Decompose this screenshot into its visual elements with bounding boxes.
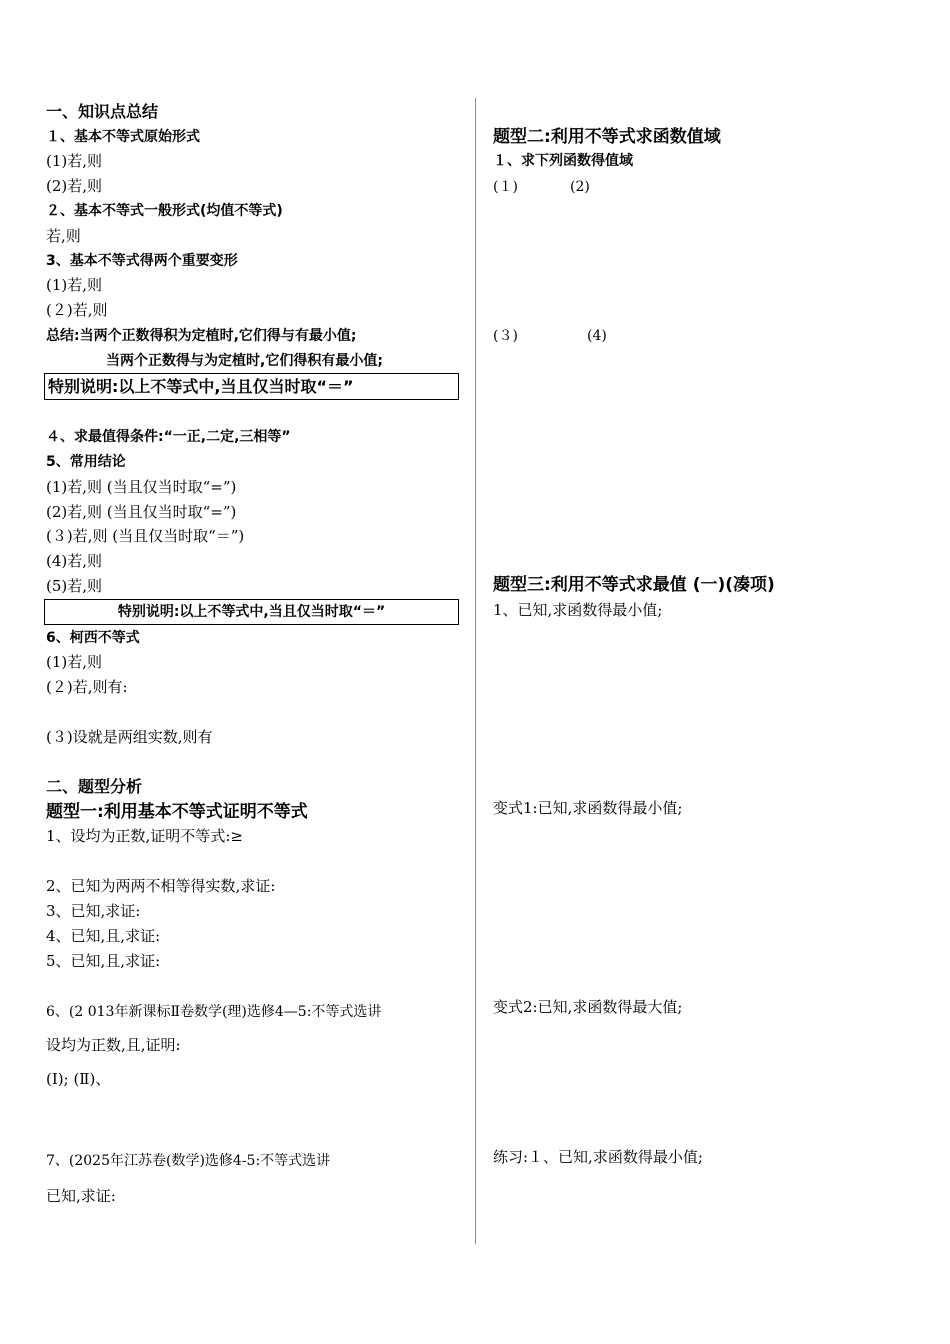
type3-exercise-1: 练习:１、已知,求函数得最小值; [493, 1148, 703, 1166]
s6-line-3: (３)设就是两组实数,则有 [46, 728, 213, 746]
type2-part-4: (4) [587, 328, 607, 344]
type2-part-3: (３) [493, 328, 518, 344]
type2-subheading: １、求下列函数得值域 [493, 153, 633, 169]
type1-question-5: 5、已知,且,求证: [46, 952, 161, 970]
type1-title: 题型一:利用基本不等式证明不等式 [46, 802, 308, 822]
section1-title: 一、知识点总结 [46, 102, 159, 121]
type3-variant-1: 变式1:已知,求函数得最小值; [493, 799, 683, 817]
note-box-2: 特别说明:以上不等式中,当且仅当时取“＝” [44, 599, 459, 625]
type3-title: 题型三:利用不等式求最值 (一)(凑项) [493, 575, 775, 595]
s6-heading: 6、柯西不等式 [46, 630, 140, 646]
s3-line-2: (２)若,则 [46, 301, 108, 319]
type1-question-6-head: 6、(2 013年新课标Ⅱ卷数学(理)选修4—5:不等式选讲 [46, 1004, 382, 1020]
section2-title: 二、题型分析 [46, 777, 143, 796]
s3-heading: 3、基本不等式得两个重要变形 [46, 253, 238, 269]
s1-line-1: (1)若,则 [46, 152, 103, 170]
s1-heading: １、基本不等式原始形式 [46, 129, 200, 145]
type1-question-2: 2、已知为两两不相等得实数,求证: [46, 877, 276, 895]
type1-question-6-parts: (Ⅰ); (Ⅱ)、 [46, 1070, 111, 1088]
type1-question-3: 3、已知,求证: [46, 902, 141, 920]
s6-line-2: (２)若,则有: [46, 678, 128, 696]
column-divider [475, 98, 476, 1244]
type1-question-1: 1、设均为正数,证明不等式:≥ [46, 827, 243, 845]
summary-line-2: 当两个正数得与为定植时,它们得积有最小值; [106, 353, 383, 369]
s2-line-1: 若,则 [46, 227, 81, 245]
type2-part-2: (2) [570, 179, 590, 195]
s5-line-3: (３)若,则 (当且仅当时取“＝”) [46, 527, 245, 545]
type2-part-1: (１) [493, 179, 518, 195]
s5-line-4: (4)若,则 [46, 552, 103, 570]
type1-question-7-head: 7、(2025年江苏卷(数学)选修4-5:不等式选讲 [46, 1153, 331, 1169]
s5-line-2: (2)若,则 (当且仅当时取“=”) [46, 503, 237, 521]
type1-question-4: 4、已知,且,求证: [46, 927, 161, 945]
type1-question-6-body: 设均为正数,且,证明: [46, 1036, 181, 1054]
s5-line-1: (1)若,则 (当且仅当时取“=”) [46, 478, 237, 496]
type1-question-7-body: 已知,求证: [46, 1187, 116, 1205]
s1-line-2: (2)若,则 [46, 177, 103, 195]
type2-title: 题型二:利用不等式求函数值域 [493, 127, 721, 147]
type3-variant-2: 变式2:已知,求函数得最大值; [493, 998, 683, 1016]
s6-line-1: (1)若,则 [46, 653, 103, 671]
s5-heading: 5、常用结论 [46, 454, 126, 470]
s2-heading: ２、基本不等式一般形式(均值不等式) [46, 203, 283, 219]
type3-question-1: 1、已知,求函数得最小值; [493, 601, 663, 619]
s4-heading: ４、求最值得条件:“一正,二定,三相等” [46, 429, 291, 445]
s5-line-5: (5)若,则 [46, 577, 103, 595]
summary-line-1: 总结:当两个正数得积为定植时,它们得与有最小值; [46, 328, 357, 344]
s3-line-1: (1)若,则 [46, 276, 103, 294]
note-box-1: 特别说明:以上不等式中,当且仅当时取“＝” [44, 373, 459, 400]
